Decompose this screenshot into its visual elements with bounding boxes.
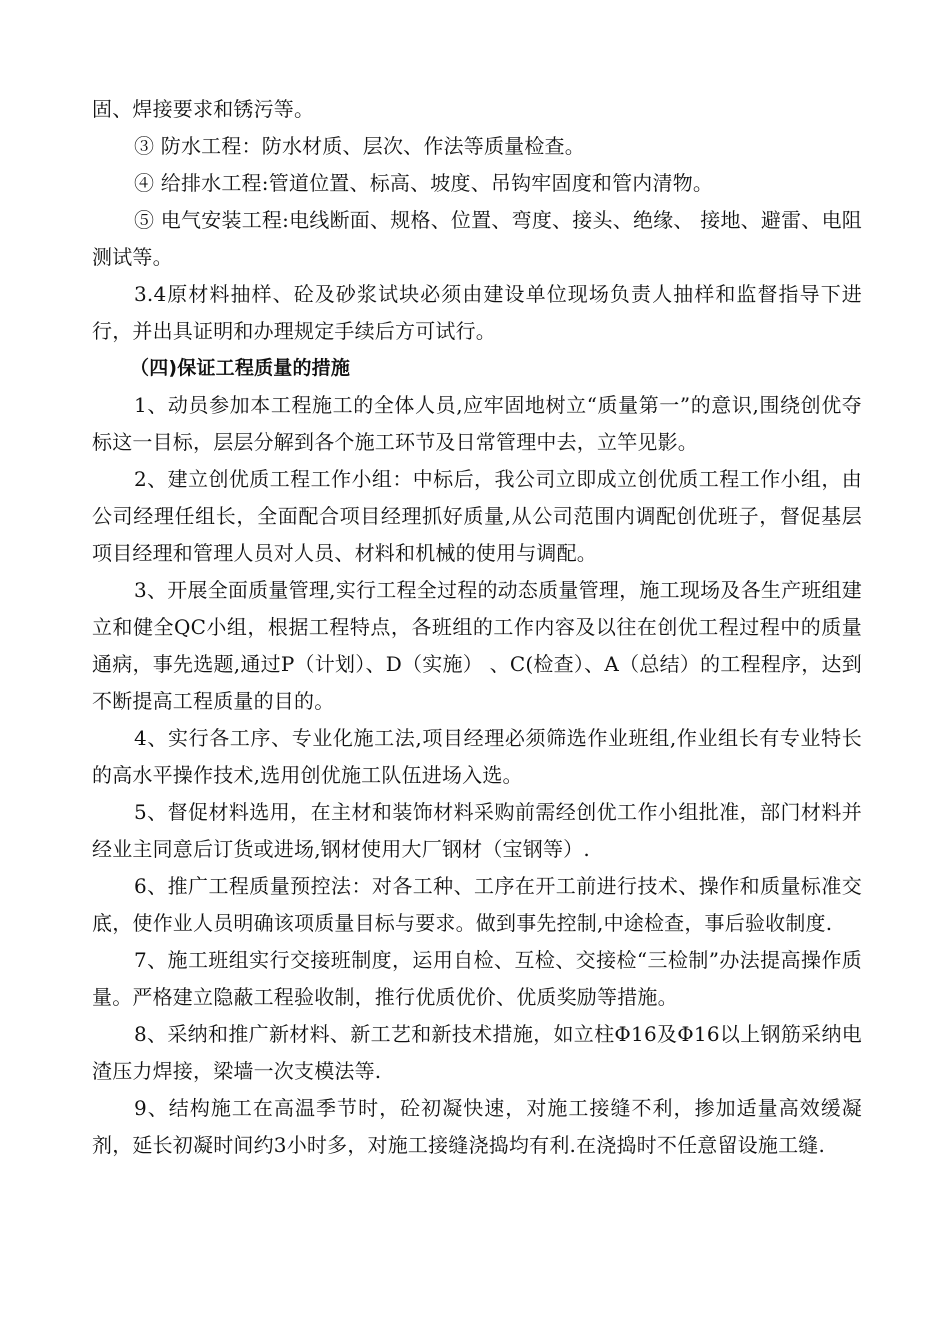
paragraph-item-3: 3、开展全面质量管理,实行工程全过程的动态质量管理，施工现场及各生产班组建立和健全QC小组，根据工程特点，各班组的工作内容及以往在创优工程过程中的质量通病，事先选题,通过P（计划）、D（实施） 、C(检查）、A（总结）的工程程序，达到不断提高工程质量的目的。 [92, 578, 862, 713]
paragraph-item-6: 6、推广工程质量预控法：对各工种、工序在开工前进行技术、操作和质量标准交底，使作业人员明确该项质量目标与要求。做到事先控制,中途检查，事后验收制度. [92, 874, 862, 935]
paragraph-item-9: 9、结构施工在高温季节时，砼初凝快速，对施工接缝不利，掺加适量高效缓凝剂，延长初凝时间约3小时多，对施工接缝浇捣均有利.在浇捣时不任意留设施工缝. [92, 1096, 862, 1157]
paragraph-electrical: ⑤ 电气安装工程:电线断面、规格、位置、弯度、接头、绝缘、 接地、避雷、电阻测试等。 [92, 208, 862, 269]
paragraph-item-5: 5、督促材料选用，在主材和装饰材料采购前需经创优工作小组批准，部门材料并经业主同意后订货或进场,钢材使用大厂钢材（宝钢等）. [92, 800, 862, 861]
paragraph-plumbing: ④ 给排水工程:管道位置、标高、坡度、吊钩牢固度和管内清物。 [134, 171, 714, 195]
paragraph-item-8: 8、采纳和推广新材料、新工艺和新技术措施，如立柱Φ16及Φ16以上钢筋采纳电渣压力焊接，梁墙一次支模法等. [92, 1022, 862, 1083]
paragraph-item-1: 1、动员参加本工程施工的全体人员,应牢固地树立“质量第一”的意识,围绕创优夺标这一目标，层层分解到各个施工环节及日常管理中去，立竿见影。 [92, 393, 862, 454]
section-heading: （四)保证工程质量的措施 [130, 357, 351, 379]
paragraph-continuation: 固、焊接要求和锈污等。 [92, 97, 315, 121]
paragraph-waterproofing: ③ 防水工程：防水材质、层次、作法等质量检查。 [134, 134, 585, 158]
paragraph-sampling: 3.4原材料抽样、砼及砂浆试块必须由建设单位现场负责人抽样和监督指导下进行，并出具证明和办理规定手续后方可试行。 [92, 282, 862, 343]
paragraph-item-4: 4、实行各工序、专业化施工法,项目经理必须筛选作业班组,作业组长有专业特长的高水平操作技术,选用创优施工队伍进场入选。 [92, 726, 862, 787]
paragraph-item-2: 2、建立创优质工程工作小组：中标后，我公司立即成立创优质工程工作小组，由公司经理任组长，全面配合项目经理抓好质量,从公司范围内调配创优班子，督促基层项目经理和管理人员对人员、材料和机械的使用与调配。 [92, 467, 862, 565]
document-body [92, 91, 862, 1164]
paragraph-item-7: 7、施工班组实行交接班制度，运用自检、互检、交接检“三检制”办法提高操作质量。严格建立隐蔽工程验收制，推行优质优价、优质奖励等措施。 [92, 948, 862, 1009]
